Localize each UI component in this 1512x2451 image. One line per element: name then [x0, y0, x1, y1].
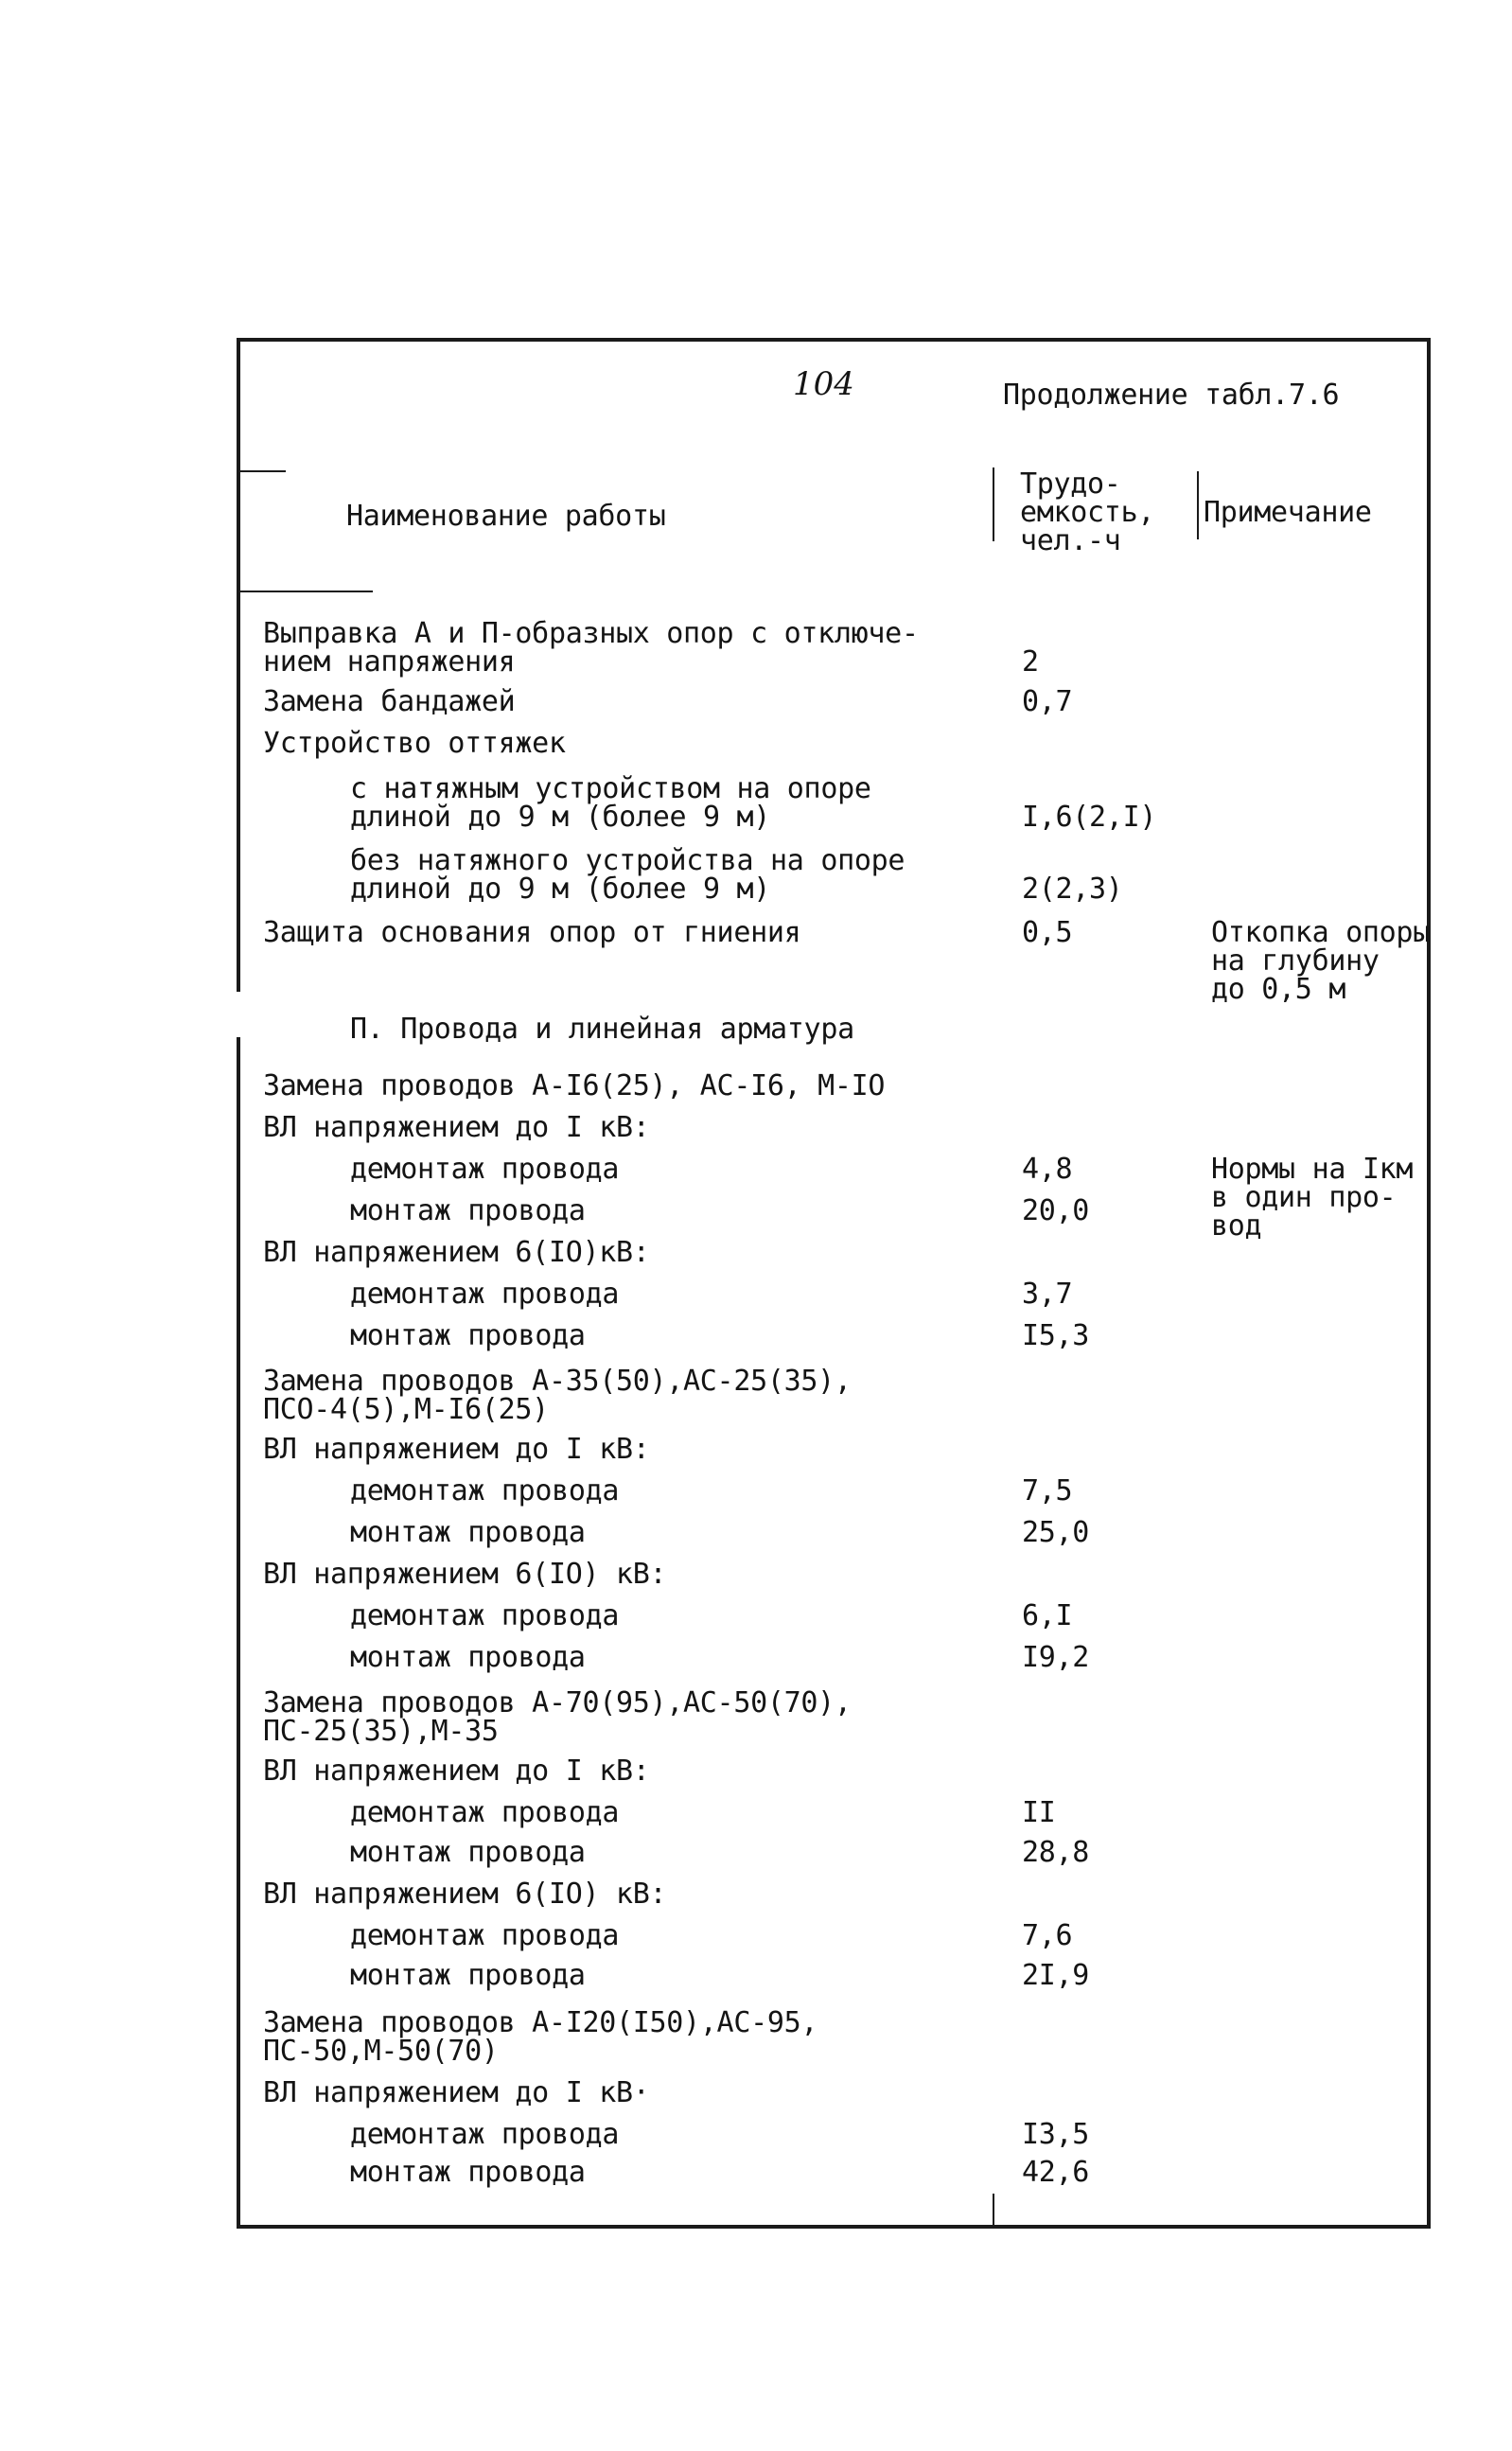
header-note: Примечание: [1204, 496, 1372, 529]
page-number: 104: [793, 365, 854, 403]
header-labor-1: Трудо-: [1020, 467, 1121, 501]
row-note-line: Нормы на Iкм: [1211, 1153, 1414, 1186]
row-note-line: в один про-: [1211, 1181, 1397, 1214]
header-col-divider-2: [1197, 471, 1199, 539]
row-name-line: Замена проводов А-35(50),АС-25(35),: [263, 1365, 852, 1398]
row-name-line: Замена проводов А-70(95),АС-50(70),: [263, 1686, 852, 1719]
row-name-line: ПС-50,М-50(70): [263, 2035, 499, 2068]
row-name-line: длиной до 9 м (более 9 м): [350, 873, 771, 906]
row-labor-value: 2: [1022, 645, 1039, 679]
row-name-line: монтаж провода: [350, 2156, 586, 2189]
row-name-line: ВЛ напряжением до I кВ:: [263, 1433, 650, 1466]
row-note-line: на глубину: [1211, 944, 1380, 978]
row-name-line: ВЛ напряжением 6(IO) кВ:: [263, 1878, 667, 1911]
row-note-line: до 0,5 м: [1211, 973, 1346, 1006]
row-name-line: монтаж провода: [350, 1319, 586, 1352]
row-note-line: Откопка опоры: [1211, 916, 1430, 949]
row-labor-value: 0,7: [1022, 685, 1073, 718]
row-name-line: без натяжного устройства на опоре: [350, 844, 905, 877]
header-labor-3: чел.-ч: [1020, 524, 1121, 557]
row-name-line: нием напряжения: [263, 645, 516, 679]
row-name-line: демонтаж провода: [350, 1599, 620, 1632]
row-labor-value: 7,6: [1022, 1919, 1073, 1952]
row-labor-value: 2(2,3): [1022, 873, 1123, 906]
row-labor-value: 42,6: [1022, 2156, 1090, 2189]
header-bottom-rule: [240, 591, 373, 592]
row-labor-value: I9,2: [1022, 1641, 1090, 1674]
row-name-line: монтаж провода: [350, 1194, 586, 1227]
row-labor-value: 7,5: [1022, 1474, 1073, 1508]
row-name-line: Замена бандажей: [263, 685, 516, 718]
bottom-col-tick: [993, 2194, 994, 2226]
row-name-line: ПС-25(35),М-35: [263, 1715, 499, 1748]
header-top-left-rule: [240, 470, 286, 472]
row-labor-value: II: [1022, 1796, 1056, 1829]
row-labor-value: 3,7: [1022, 1278, 1073, 1311]
row-name-line: ВЛ напряжением до I кВ·: [263, 2076, 650, 2109]
left-gap-mask: [237, 992, 242, 1037]
row-name-line: демонтаж провода: [350, 1919, 620, 1952]
row-labor-value: I3,5: [1022, 2118, 1090, 2151]
header-labor-2: емкость,: [1020, 496, 1155, 529]
row-name-line: ВЛ напряжением 6(IO)кВ:: [263, 1236, 650, 1269]
row-labor-value: I5,3: [1022, 1319, 1090, 1352]
row-name-line: Выправка А и П-образных опор с отключе-: [263, 617, 919, 650]
row-name-line: Устройство оттяжек: [263, 727, 566, 760]
row-name-line: Защита основания опор от гниения: [263, 916, 801, 949]
row-name-line: ВЛ напряжением до I кВ:: [263, 1754, 650, 1788]
row-name-line: демонтаж провода: [350, 1153, 620, 1186]
row-name-line: демонтаж провода: [350, 1474, 620, 1508]
row-name-line: монтаж провода: [350, 1836, 586, 1869]
row-name-line: П. Провода и линейная арматура: [350, 1013, 854, 1046]
row-name-line: Замена проводов А-I6(25), АС-I6, М-IO: [263, 1069, 886, 1102]
row-labor-value: 6,I: [1022, 1599, 1073, 1632]
header-col-divider-1: [993, 467, 994, 541]
row-name-line: монтаж провода: [350, 1959, 586, 1992]
row-name-line: с натяжным устройством на опоре: [350, 772, 871, 805]
row-note-line: вод: [1211, 1209, 1262, 1243]
row-labor-value: I,6(2,I): [1022, 801, 1157, 834]
row-labor-value: 0,5: [1022, 916, 1073, 949]
row-name-line: ВЛ напряжением 6(IO) кВ:: [263, 1558, 667, 1591]
header-name: Наименование работы: [346, 500, 666, 533]
row-name-line: демонтаж провода: [350, 1796, 620, 1829]
row-name-line: ПСО-4(5),М-I6(25): [263, 1393, 549, 1426]
row-labor-value: 4,8: [1022, 1153, 1073, 1186]
row-labor-value: 25,0: [1022, 1516, 1090, 1549]
row-labor-value: 20,0: [1022, 1194, 1090, 1227]
continuation-label: Продолжение табл.7.6: [1003, 379, 1340, 412]
row-labor-value: 28,8: [1022, 1836, 1090, 1869]
row-name-line: Замена проводов А-I20(I50),АС-95,: [263, 2006, 818, 2039]
row-name-line: ВЛ напряжением до I кВ:: [263, 1111, 650, 1144]
row-name-line: длиной до 9 м (более 9 м): [350, 801, 771, 834]
row-name-line: демонтаж провода: [350, 2118, 620, 2151]
row-labor-value: 2I,9: [1022, 1959, 1090, 1992]
row-name-line: монтаж провода: [350, 1516, 586, 1549]
row-name-line: демонтаж провода: [350, 1278, 620, 1311]
row-name-line: монтаж провода: [350, 1641, 586, 1674]
